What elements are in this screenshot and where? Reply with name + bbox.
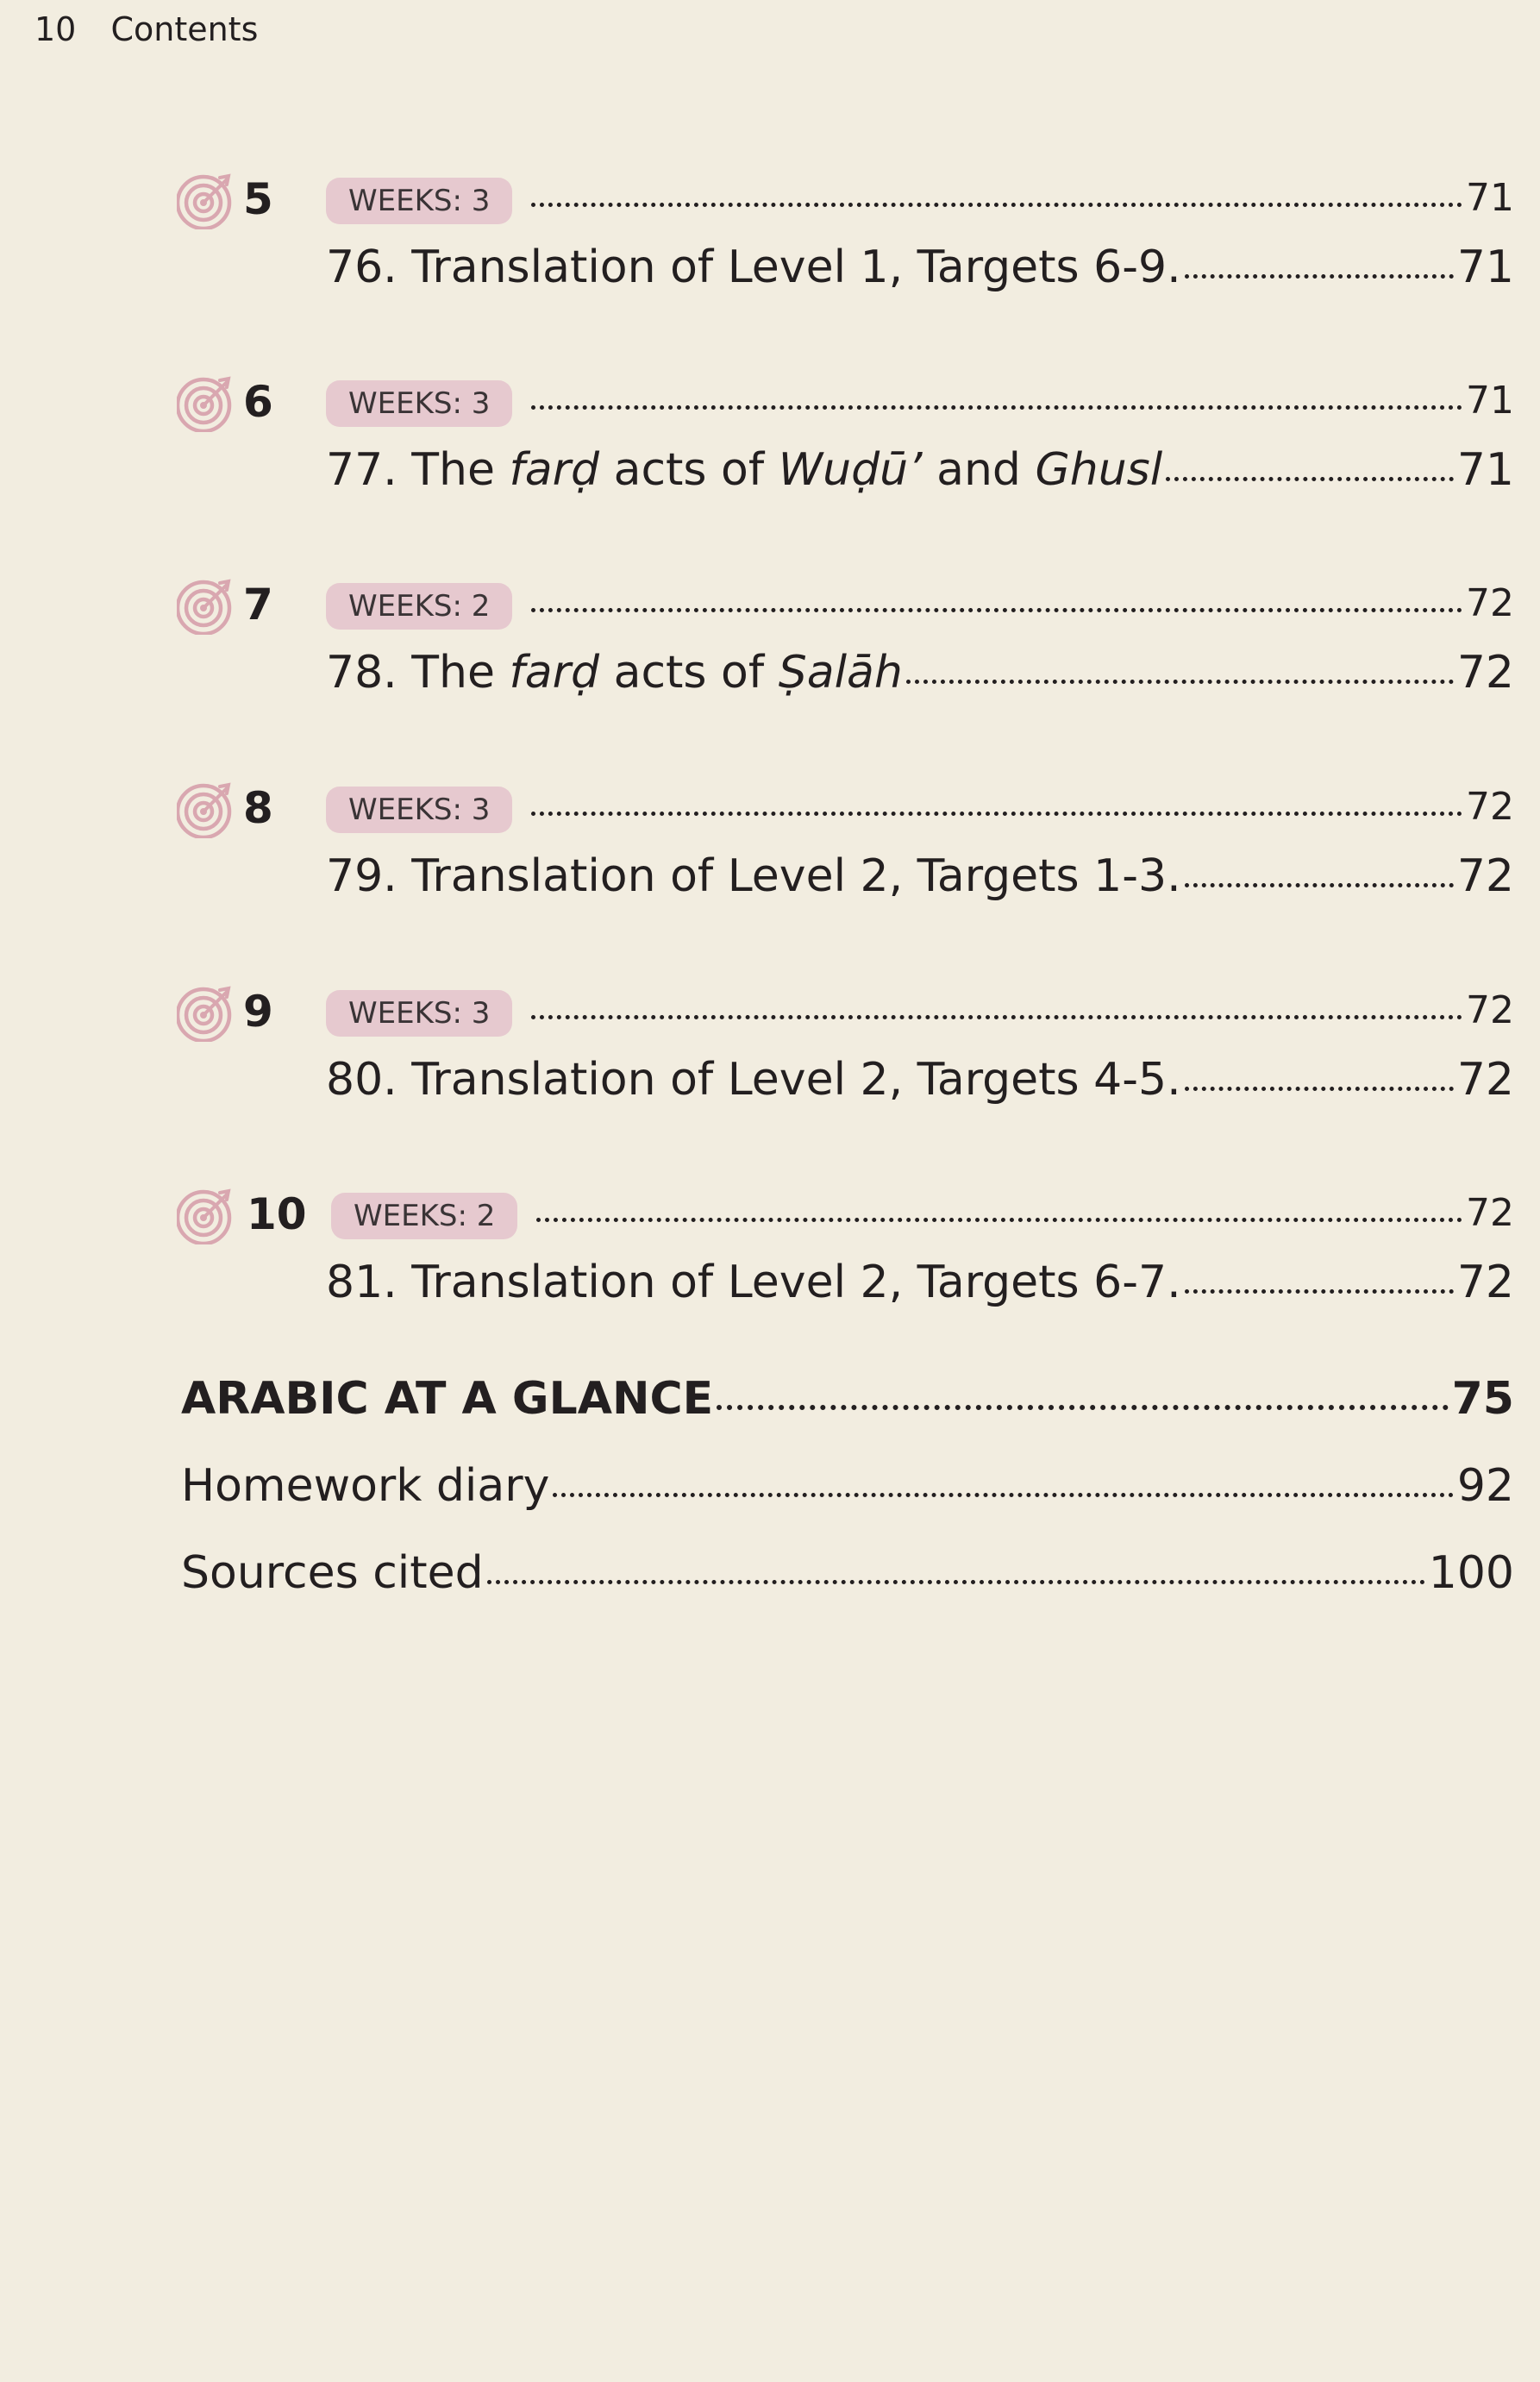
page-title: Contents	[110, 10, 259, 48]
dot-leader	[1185, 1289, 1454, 1294]
dot-leader	[531, 203, 1462, 207]
page-number: 72	[1456, 850, 1514, 902]
weeks-badge: WEEKS: 3	[326, 178, 512, 224]
section-entry[interactable]	[181, 1460, 1514, 1522]
topic-text: Translation of Level 2, Targets 1-3.	[411, 850, 1181, 902]
topic-entry[interactable]	[326, 850, 1514, 911]
target-number: 9	[243, 987, 273, 1037]
weeks-entry[interactable]	[326, 785, 1514, 837]
topic-text: Translation of Level 2, Targets 6-7.	[411, 1257, 1181, 1308]
page-number: 71	[1466, 176, 1514, 220]
target-block	[0, 778, 1540, 916]
topic-entry[interactable]	[326, 647, 1514, 707]
dot-leader	[906, 680, 1454, 684]
target-number: 6	[243, 377, 273, 427]
target-icon	[177, 1188, 234, 1244]
weeks-badge: WEEKS: 3	[326, 380, 512, 427]
weeks-badge: WEEKS: 2	[331, 1193, 517, 1239]
page-number: 10	[34, 10, 77, 48]
topic-number: 79.	[326, 850, 412, 902]
topic-text: Translation of Level 2, Targets 4-5.	[411, 1054, 1181, 1106]
target-number: 10	[247, 1189, 307, 1239]
weeks-badge: WEEKS: 3	[326, 990, 512, 1037]
section-title: Sources cited	[181, 1547, 484, 1599]
weeks-entry[interactable]	[326, 379, 1514, 430]
topic-entry[interactable]	[326, 1257, 1514, 1317]
page-number: 72	[1456, 1054, 1514, 1106]
topic-title	[326, 647, 903, 699]
topic-text: Translation of Level 1, Targets 6-9.	[411, 241, 1181, 293]
topic-text: Ṣalāh	[778, 647, 903, 699]
dot-leader	[531, 812, 1462, 816]
page-number: 92	[1456, 1460, 1514, 1512]
target-block	[0, 981, 1540, 1119]
topic-number: 76.	[326, 241, 412, 293]
topic-text: and	[922, 444, 1036, 496]
target-icon	[177, 375, 234, 432]
target-number: 7	[243, 580, 273, 630]
topic-text: acts of	[599, 647, 779, 699]
section-title: ARABIC AT A GLANCE	[181, 1373, 714, 1425]
dot-leader	[1185, 1087, 1454, 1091]
weeks-badge: WEEKS: 3	[326, 787, 512, 833]
dot-leader	[531, 405, 1462, 410]
page-number: 71	[1456, 444, 1514, 496]
target-block	[0, 574, 1540, 712]
section-title: Homework diary	[181, 1460, 550, 1512]
dot-leader	[1185, 274, 1454, 279]
target-icon	[177, 781, 234, 838]
dot-leader	[531, 608, 1462, 612]
topic-title	[326, 444, 1162, 496]
target-block	[0, 1184, 1540, 1322]
page-number: 72	[1466, 1191, 1514, 1235]
target-block	[0, 372, 1540, 510]
target-number: 5	[243, 174, 273, 224]
topic-text: The	[411, 647, 510, 699]
page-number: 71	[1466, 379, 1514, 423]
target-icon	[177, 578, 234, 635]
topic-text: The	[411, 444, 510, 496]
page-number: 72	[1466, 785, 1514, 829]
weeks-entry[interactable]	[326, 988, 1514, 1040]
page-number: 72	[1466, 581, 1514, 625]
topic-title	[326, 1257, 1181, 1308]
target-number: 8	[243, 783, 273, 833]
topic-entry[interactable]	[326, 241, 1514, 302]
page-number: 75	[1451, 1373, 1514, 1425]
target-block	[0, 169, 1540, 307]
page-number: 72	[1456, 1257, 1514, 1308]
topic-number: 81.	[326, 1257, 412, 1308]
page-header	[34, 10, 258, 48]
weeks-entry[interactable]	[326, 581, 1514, 633]
page-number: 71	[1456, 241, 1514, 293]
weeks-badge: WEEKS: 2	[326, 583, 512, 630]
topic-entry[interactable]	[326, 444, 1514, 505]
topic-number: 77.	[326, 444, 412, 496]
weeks-entry[interactable]	[331, 1191, 1514, 1243]
topic-number: 78.	[326, 647, 412, 699]
topic-entry[interactable]	[326, 1054, 1514, 1114]
topic-text: Wuḍū’	[778, 444, 923, 496]
page-number: 72	[1466, 988, 1514, 1032]
dot-leader	[717, 1405, 1448, 1410]
page-number: 100	[1428, 1547, 1514, 1599]
section-entry[interactable]	[181, 1373, 1514, 1435]
dot-leader	[1185, 883, 1454, 887]
target-icon	[177, 172, 234, 229]
dot-leader	[553, 1493, 1453, 1497]
topic-text: Ghusl	[1035, 444, 1163, 496]
topic-title	[326, 1054, 1181, 1106]
dot-leader	[531, 1015, 1462, 1019]
topic-title	[326, 241, 1181, 293]
section-entry[interactable]	[181, 1547, 1514, 1609]
target-icon	[177, 985, 234, 1042]
weeks-entry[interactable]	[326, 176, 1514, 228]
topic-number: 80.	[326, 1054, 412, 1106]
topic-title	[326, 850, 1181, 902]
topic-text: farḍ	[509, 444, 600, 496]
topic-text: farḍ	[509, 647, 600, 699]
dot-leader	[1166, 477, 1454, 481]
dot-leader	[487, 1580, 1425, 1584]
dot-leader	[536, 1218, 1462, 1222]
topic-text: acts of	[599, 444, 779, 496]
page-number: 72	[1456, 647, 1514, 699]
